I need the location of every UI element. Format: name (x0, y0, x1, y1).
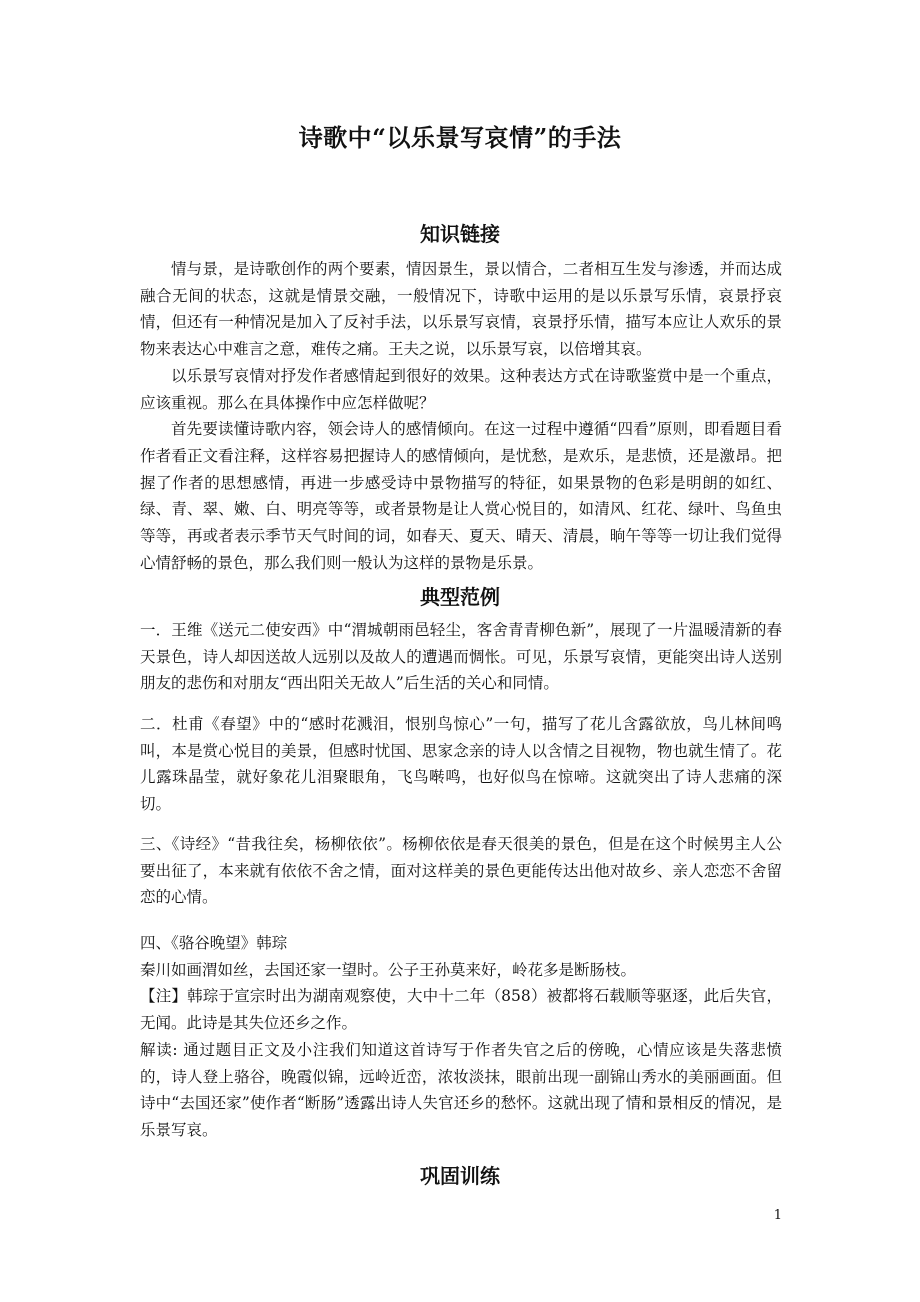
section-heading-practice: 巩固训练 (420, 1164, 500, 1188)
example-paragraph: 一．王维《送元二使安西》中“渭城朝雨邑轻尘，客舍青青柳色新”，展现了一片温暖清新的春天景色，诗人却因送故人远别以及故人的遭遇而惆怅。可见，乐景写哀情，更能突出诗人送别朋友的悲伤和对朋友“西出阳关无故人”后生活的关心和同情。 (140, 621, 782, 693)
example-4-title: 四、《骆谷晚望》韩琮 (140, 934, 288, 952)
example-4-note: 【注】韩琮于宣宗时出为湖南观察使，大中十二年（858）被都将石载顺等驱逐，此后失官，无闻。此诗是其失位还乡之作。 (140, 987, 782, 1033)
example-2 (140, 711, 782, 818)
section-heading-examples: 典型范例 (420, 585, 500, 609)
document-title: 诗歌中“以乐景写哀情”的手法 (298, 123, 622, 152)
knowledge-paragraph: 首先要读懂诗歌内容，领会诗人的感情倾向。在这一过程中遵循“四看”原则，即看题目看作者看正文看注释，这样容易把握诗人的感情倾向，是忧愁，是欢乐，是悲愤，还是激昂。把握了作者的思想感情，再进一步感受诗中景物描写的特征，如果景物的色彩是明朗的如红、绿、青、翠、嫩、白、明亮等等，或者景物是让人赏心悦目的，如清风、红花、绿叶、鸟鱼虫等等，再或者表示季节天气时间的词，如春天、夏天、晴天、清晨，晌午等等一切让我们觉得心情舒畅的景色，那么我们则一般认为这样的景物是乐景。 (140, 420, 782, 572)
example-paragraph: 二．杜甫《春望》中的“感时花溅泪，恨别鸟惊心”一句，描写了花儿含露欲放，鸟儿林间鸣叫，本是赏心悦目的美景，但感时忧国、思家念亲的诗人以含情之目视物，物也就生情了。花儿露珠晶莹，就好象花儿泪聚眼角，飞鸟啭鸣，也好似鸟在惊啼。这就突出了诗人悲痛的深切。 (140, 715, 782, 814)
example-4-analysis: 解读: 通过题目正文及小注我们知道这首诗写于作者失官之后的傍晚，心情应该是失落悲愤的，诗人登上骆谷，晚霞似锦，远岭近峦，浓妆淡抹，眼前出现一副锦山秀水的美丽画面。但诗中“去国还家”使作者“断肠”透露出诗人失官还乡的愁怀。这就出现了情和景相反的情况，是乐景写哀。 (140, 1040, 782, 1139)
example-paragraph: 三、《诗经》“昔我往矣，杨柳依依”。杨柳依依是春天很美的景色，但是在这个时候男主人公要出征了，本来就有依依不舍之情，面对这样美的景色更能传达出他对故乡、亲人恋恋不舍留恋的心情。 (140, 835, 782, 907)
knowledge-paragraph: 情与景，是诗歌创作的两个要素，情因景生，景以情合，二者相互生发与渗透，并而达成融合无间的状态，这就是情景交融，一般情况下，诗歌中运用的是以乐景写乐情，哀景抒哀情，但还有一种情况是加入了反衬手法，以乐景写哀情，哀景抒乐情，描写本应让人欢乐的景物来表达心中难言之意，难传之痛。王夫之说，以乐景写哀，以倍增其哀。 (140, 260, 782, 359)
example-1 (140, 617, 782, 697)
knowledge-body (140, 256, 782, 576)
section-heading-knowledge: 知识链接 (420, 222, 500, 246)
example-4 (140, 930, 782, 1144)
knowledge-paragraph: 以乐景写哀情对抒发作者感情起到很好的效果。这种表达方式在诗歌鉴赏中是一个重点，应该重视。那么在具体操作中应怎样做呢？ (140, 366, 782, 412)
page-number: 1 (773, 1208, 782, 1223)
example-4-poem: 秦川如画渭如丝，去国还家一望时。公子王孙莫来好，岭花多是断肠枝。 (140, 960, 637, 979)
example-3 (140, 831, 782, 911)
